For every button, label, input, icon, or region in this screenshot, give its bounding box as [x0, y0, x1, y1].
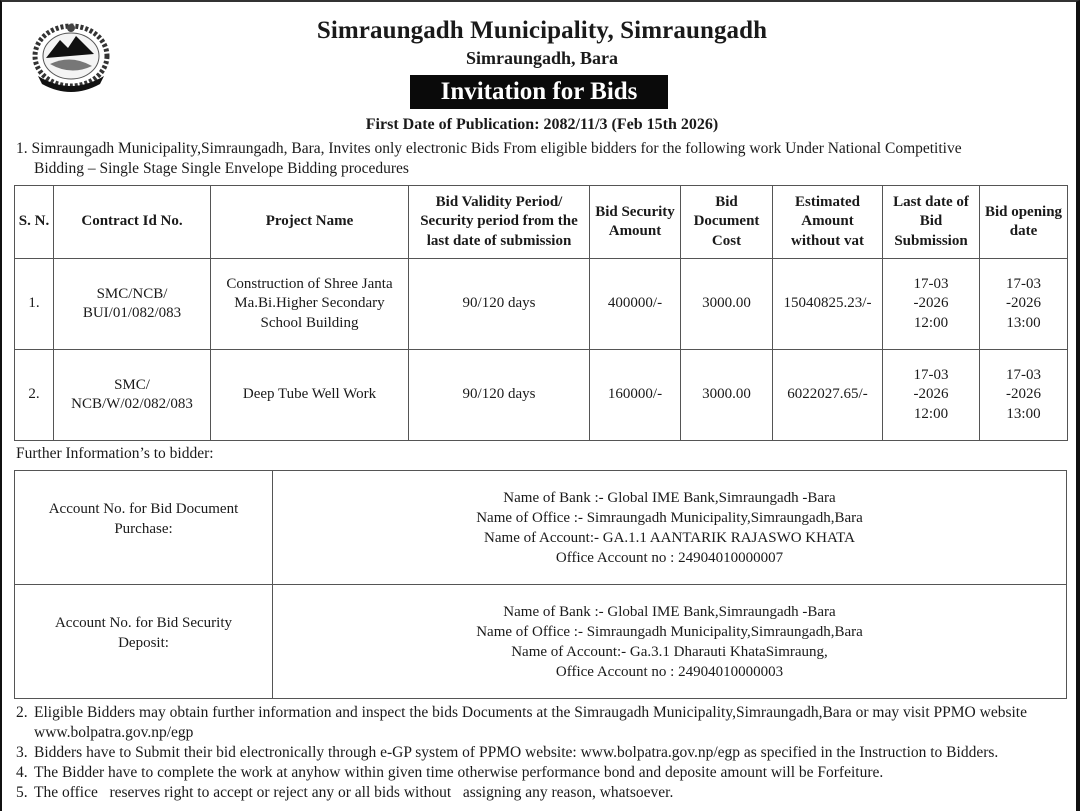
- note-number: 3.: [16, 744, 28, 761]
- cell-bid-security: 400000/-: [590, 259, 681, 350]
- cell-sn: 2.: [15, 350, 54, 441]
- invitation-banner: Invitation for Bids: [410, 75, 668, 109]
- note-text: The Bidder have to complete the work at anyhow within given time otherwise performance bond and deposite amount will be Forfeiture.: [34, 764, 884, 781]
- cell-bid-validity: 90/120 days: [409, 259, 590, 350]
- note-number: 5.: [16, 784, 28, 801]
- note-number: 2.: [16, 704, 28, 721]
- cell-document-cost: 3000.00: [681, 259, 773, 350]
- cell-opening-date: 17-03 -2026 13:00: [980, 350, 1068, 441]
- cell-estimated-amount: 6022027.65/-: [773, 350, 883, 441]
- cell-contract-id: SMC/ NCB/W/02/082/083: [54, 350, 211, 441]
- account-number: Office Account no : 24904010000003: [555, 663, 784, 680]
- account-row: [15, 471, 1067, 585]
- bank-name: Name of Bank :- Global IME Bank,Simraungadh -Bara: [503, 489, 836, 506]
- table-row: [15, 259, 1068, 350]
- note-item: [16, 783, 1068, 803]
- organization-title: Simraungadh Municipality, Simraungadh: [316, 17, 768, 44]
- cell-bid-validity: 90/120 days: [409, 350, 590, 441]
- table-row: [15, 350, 1068, 441]
- intro-line-2: Bidding – Single Stage Single Envelope Bidding procedures: [34, 160, 409, 177]
- header-document-cost: Bid Document Cost: [681, 186, 773, 259]
- note-text: Bidders have to Submit their bid electronically through e-GP system of PPMO website: www.bolpatra.gov.np/egp as specified in the Instruction to Bidders.: [34, 744, 999, 761]
- note-text: The office reserves right to accept or reject any or all bids without assigning any reason, whatsoever.: [34, 784, 674, 801]
- cell-last-date: 17-03 -2026 12:00: [883, 350, 980, 441]
- notes-list: [16, 703, 1068, 803]
- account-label-text: Account No. for Bid Document Purchase:: [48, 500, 239, 537]
- note-text: Eligible Bidders may obtain further information and inspect the bids Documents at the Simraugadh Municipality,Simraungadh,Bara or may visit PPMO website www.bolpatra.gov.np/egp: [34, 704, 1027, 741]
- account-name: Name of Account:- Ga.3.1 Dharauti KhataSimraung,: [511, 643, 828, 660]
- note-item: [16, 743, 1068, 763]
- account-name: Name of Account:- GA.1.1 AANTARIK RAJASWO KHATA: [484, 529, 855, 546]
- header-bid-validity: Bid Validity Period/ Security period from the last date of submission: [409, 186, 590, 259]
- header-opening-date: Bid opening date: [980, 186, 1068, 259]
- cell-estimated-amount: 15040825.23/-: [773, 259, 883, 350]
- table-header-row: [15, 186, 1068, 259]
- cell-contract-id: SMC/NCB/ BUI/01/082/083: [54, 259, 211, 350]
- publication-date: First Date of Publication: 2082/11/3 (Feb 15th 2026): [365, 116, 719, 133]
- note-number: 4.: [16, 764, 28, 781]
- cell-sn: 1.: [15, 259, 54, 350]
- intro-number: 1.: [16, 140, 28, 157]
- office-name: Name of Office :- Simraungadh Municipality,Simraungadh,Bara: [476, 623, 863, 640]
- cell-project-name: Deep Tube Well Work: [211, 350, 409, 441]
- account-row: [15, 585, 1067, 699]
- account-details: [273, 471, 1067, 585]
- cell-document-cost: 3000.00: [681, 350, 773, 441]
- cell-bid-security: 160000/-: [590, 350, 681, 441]
- account-details: [273, 585, 1067, 699]
- account-table: [14, 470, 1067, 699]
- header-bid-security: Bid Security Amount: [590, 186, 681, 259]
- header-contract-id: Contract Id No.: [54, 186, 211, 259]
- cell-opening-date: 17-03 -2026 13:00: [980, 259, 1068, 350]
- note-item: [16, 763, 1068, 783]
- notice-header: [14, 2, 1064, 139]
- bank-name: Name of Bank :- Global IME Bank,Simraungadh -Bara: [503, 603, 836, 620]
- header-project-name: Project Name: [211, 186, 409, 259]
- header-sn: S. N.: [15, 186, 54, 259]
- account-label-text: Account No. for Bid Security Deposit:: [54, 614, 233, 651]
- header-estimated-amount: Estimated Amount without vat: [773, 186, 883, 259]
- header-last-date: Last date of Bid Submission: [883, 186, 980, 259]
- location-subtitle: Simraungadh, Bara: [465, 48, 619, 68]
- account-label: [15, 471, 273, 585]
- further-info-heading: Further Information’s to bidder:: [16, 445, 214, 462]
- office-name: Name of Office :- Simraungadh Municipality,Simraungadh,Bara: [476, 509, 863, 526]
- account-number: Office Account no : 24904010000007: [555, 549, 784, 566]
- note-item: [16, 703, 1068, 743]
- bids-table: [14, 185, 1068, 441]
- cell-project-name: Construction of Shree Janta Ma.Bi.Higher Secondary School Building: [211, 259, 409, 350]
- account-label: [15, 585, 273, 699]
- intro-paragraph: [16, 139, 1064, 179]
- intro-line-1: Simraungadh Municipality,Simraungadh, Bara, Invites only electronic Bids From eligible bidders for the following work Under National Competitive: [31, 140, 962, 157]
- cell-last-date: 17-03 -2026 12:00: [883, 259, 980, 350]
